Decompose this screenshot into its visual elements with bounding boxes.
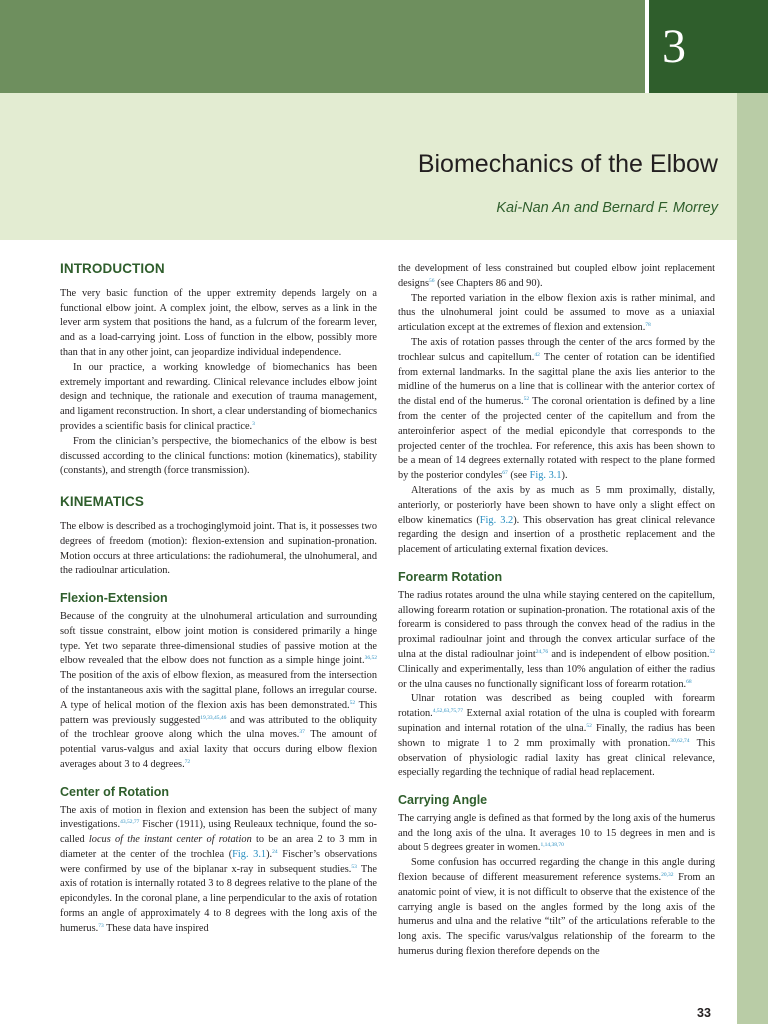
paragraph-text: Ulnar rotation was described as being coupled with forearm rotation. [398,693,715,720]
reference-citation[interactable]: 24,76 [535,648,549,655]
paragraph-text: The center of rotation can be identified from external landmarks. In the sagittal plane the axis lies anterior to the midline of the humerus on a line that is collinear with the anterior cortex of the distal end of the humerus. [398,351,715,408]
subsection-heading-flexion-extension: Flexion-Extension [60,591,168,606]
chapter-authors: Kai-Nan An and Bernard F. Morrey [496,200,718,216]
chapter-number: 3 [662,19,686,73]
paragraph-text: Because of the congruity at the ulnohumeral articulation and surrounding soft tissue constraint, elbow joint motion is considered primarily a hinge type. Yet two separate three-dimensional studies of passive motion at the elbow revealed that the elbow does not function as a simple hinge joint. [60,610,377,667]
italic-term: locus of the instant center of rotation [88,834,252,846]
left-column [60,262,377,937]
paragraph-text: The coronal orientation is defined by a line from the center of the projected center of the capitellum and from the anteroinferior aspect of the medial epicondyle that corresponds to the projected center of the trochlea. For reference, this axis has been shown to be a mean of 14 degrees externally rotated with respect to the plane formed by the posterior condyles [398,396,715,482]
reference-citation[interactable]: 67 [502,470,508,477]
reference-citation[interactable]: 24 [272,848,278,855]
subsection-heading-forearm-rotation: Forearm Rotation [398,569,503,584]
reference-citation[interactable]: 52 [349,699,356,706]
paragraph [398,589,715,693]
reference-citation[interactable]: 72 [184,758,191,765]
paragraph [398,262,715,292]
paragraph [60,610,377,773]
paragraph-text: The very basic function of the upper extremity depends largely on a functional elbow joint. A complex joint, the elbow, serves as a link in the lever arm system that positions the hand, as a fulcrum of the forearm lever, and as a load-carrying joint. Loss of function in the elbow, possibly more than that in any other joint, can jeopardize individual independence. [60,287,377,358]
reference-citation[interactable]: 20,32 [661,872,674,879]
reference-citation[interactable]: 52 [523,396,530,403]
section-heading-kinematics: KINEMATICS [60,494,144,510]
paragraph-text: From the clinician’s perspective, the biomechanics of the elbow is best discussed according to the clinical functions: motion (kinematics), stability (constants), and strength (force transmission). [60,435,377,477]
reference-citation[interactable]: 36,52 [364,655,377,662]
reference-citation[interactable]: 52 [709,648,715,655]
reference-citation[interactable]: 19,33,45,46 [200,714,227,721]
paragraph-text: The amount of potential varus-valgus and axial laxity that occurs during elbow flexion averages about 3 to 4 degrees. [60,729,377,770]
reference-citation[interactable]: 1,14,38,70 [540,842,564,849]
paragraph-text: and is independent of elbow position. [548,648,710,660]
paragraph-text: (see [507,470,530,482]
paragraph-text: The axis of rotation passes through the center of the arcs formed by the trochlear sulcus and capitellum. [398,336,715,363]
paragraph-text: External axial rotation of the ulna is coupled with forearm supination and internal rotation of the ulna. [398,708,715,734]
paragraph-text: Fischer’s observations were confirmed by use of the biplanar x-ray in subsequent studies. [60,848,377,875]
reference-citation[interactable]: 53 [351,863,357,870]
reference-citation[interactable]: 3 [252,420,255,427]
paragraph [60,435,377,479]
right-margin-strip [737,93,768,1024]
paragraph [60,520,377,579]
reference-citation[interactable]: 56 [429,277,435,284]
reference-citation[interactable]: 30,62,74 [670,737,690,744]
paragraph-text: The reported variation in the elbow flexion axis is rather minimal, and thus the ulnohumeral joint could be assumed to move as a uniaxial articulation except at the extremes of flexion and extension. [398,292,715,334]
paragraph-text: The radius rotates around the ulna while staying centered on the capitellum, allowing forearm rotation or supination-pronation. The rotational axis of the forearm is considered to pass through the convex head of the radius in the proximal radioulnar joint and through the convex articular surface of the ulna at the distal radioulnar joint [398,589,715,660]
reference-citation[interactable]: 73 [98,922,104,929]
paragraph-text: This pattern was previously suggested [60,699,377,726]
paragraph [398,336,715,484]
reference-citation[interactable]: 4,52,63,75,77 [432,708,464,715]
reference-citation[interactable]: 43,52,77 [120,819,140,826]
chapter-title: Biomechanics of the Elbow [417,150,718,178]
paragraph [60,361,377,435]
paragraph-text: to be an area 2 to 3 mm in diameter at the center of the trochlea ( [60,834,378,860]
reference-citation[interactable]: 68 [686,678,692,685]
paragraph-text: Fischer (1911), using Reuleaux technique, found the so-called [60,819,377,846]
paragraph-text: Alterations of the axis by as much as 5 mm proximally, distally, anteriorly, or posteriorly have been shown to have only a slight effect on elbow kinematics ( [398,484,715,526]
paragraph-text: the development of less constrained but coupled elbow joint replacement designs [398,263,715,289]
right-column [398,262,715,960]
paragraph-text: The elbow is described as a trochoginglymoid joint. That is, it possesses two degrees of freedom (motion): flexion-extension and supination-pronation. Motion occurs at three articulations: the radiohumeral, the ulnohumeral, and the radioulnar articulation. [60,520,377,577]
figure-link[interactable]: Fig. 3.1 [529,470,562,482]
paragraph-text: ). [561,470,568,482]
paragraph-text: This observation of physiologic radial laxity has great clinical relevance, especially regarding the technique of radial head replacement. [398,737,715,779]
paragraph [398,292,715,336]
figure-link[interactable]: Fig. 3.2 [479,514,514,526]
paragraph [398,856,715,960]
paragraph-text: Some confusion has occurred regarding the change in this angle during flexion because of different measurement reference systems. [398,857,715,884]
paragraph-text: The axis of rotation is internally rotated 3 to 8 degrees relative to the plane of the epicondyles. In the coronal plane, a line perpendicular to the axis of rotation forms an angle of approximately 4 to 8 degrees with the long axis of the humerus. [60,863,377,934]
subsection-heading-center-of-rotation: Center of Rotation [60,784,170,799]
paragraph-text: The position of the axis of elbow flexion, as measured from the intersection of the instantaneous axis with the sagittal plane, follows an irregular course. A type of helical motion of the flexion axis has been demonstrated. [60,670,377,711]
paragraph [60,804,377,937]
paragraph-text: Finally, the radius has been shown to migrate 1 to 2 mm proximally with pronation. [398,722,715,749]
reference-citation[interactable]: 42 [534,351,540,358]
paragraph-text: (see Chapters 86 and 90). [434,277,543,289]
reference-citation[interactable]: 52 [586,722,592,729]
subsection-heading-carrying-angle: Carrying Angle [398,793,488,808]
reference-citation[interactable]: 78 [645,322,651,329]
section-heading-introduction: INTRODUCTION [60,261,165,276]
paragraph-text: In our practice, a working knowledge of biomechanics has been extremely important and rewarding. Clinical relevance includes elbow joint design and technique, the rationale and execution of trauma management, and ligament reconstruction. In short, a clear understanding of biomechanics provides a scientific basis for clinical practice. [60,361,377,432]
paragraph [398,812,715,856]
paragraph [60,287,377,361]
paragraph-text: ). [266,848,273,860]
paragraph [398,692,715,781]
paragraph-text: The axis of motion in flexion and extension has been the subject of many investigations. [60,804,377,831]
top-color-band [0,0,645,93]
paragraph-text: The carrying angle is defined as that formed by the long axis of the humerus and the long axis of the ulna. It averages 10 to 15 degrees in men and is about 5 degrees greater in women. [398,812,715,854]
reference-citation[interactable]: 37 [299,729,305,736]
paragraph-text: From an anatomic point of view, it is not difficult to observe that the existence of the carrying angle is based on the angles formed by the long axis of the humerus and ulna and the relative “tilt” of the articulations referable to the long axis. The specific varus/valgus relationship of the forearm to the humerus during flexion therefore depends on the [398,872,715,958]
figure-link[interactable]: Fig. 3.1 [232,848,267,860]
paragraph-text: and was attributed to the obliquity of the trochlear groove along which the ulna moves. [60,714,377,741]
paragraph [398,484,715,558]
paragraph-text: Clinically and experimentally, less than 10% angulation of either the radius or the ulna causes no functionally significant loss of forearm rotation. [398,663,715,690]
paragraph-text: ). This observation has great clinical relevance regarding the design and insertion of a prosthetic replacement and the placement of articulating external fixation devices. [398,514,715,556]
page-number: 33 [697,1006,711,1020]
paragraph-text: These data have inspired [103,922,209,934]
